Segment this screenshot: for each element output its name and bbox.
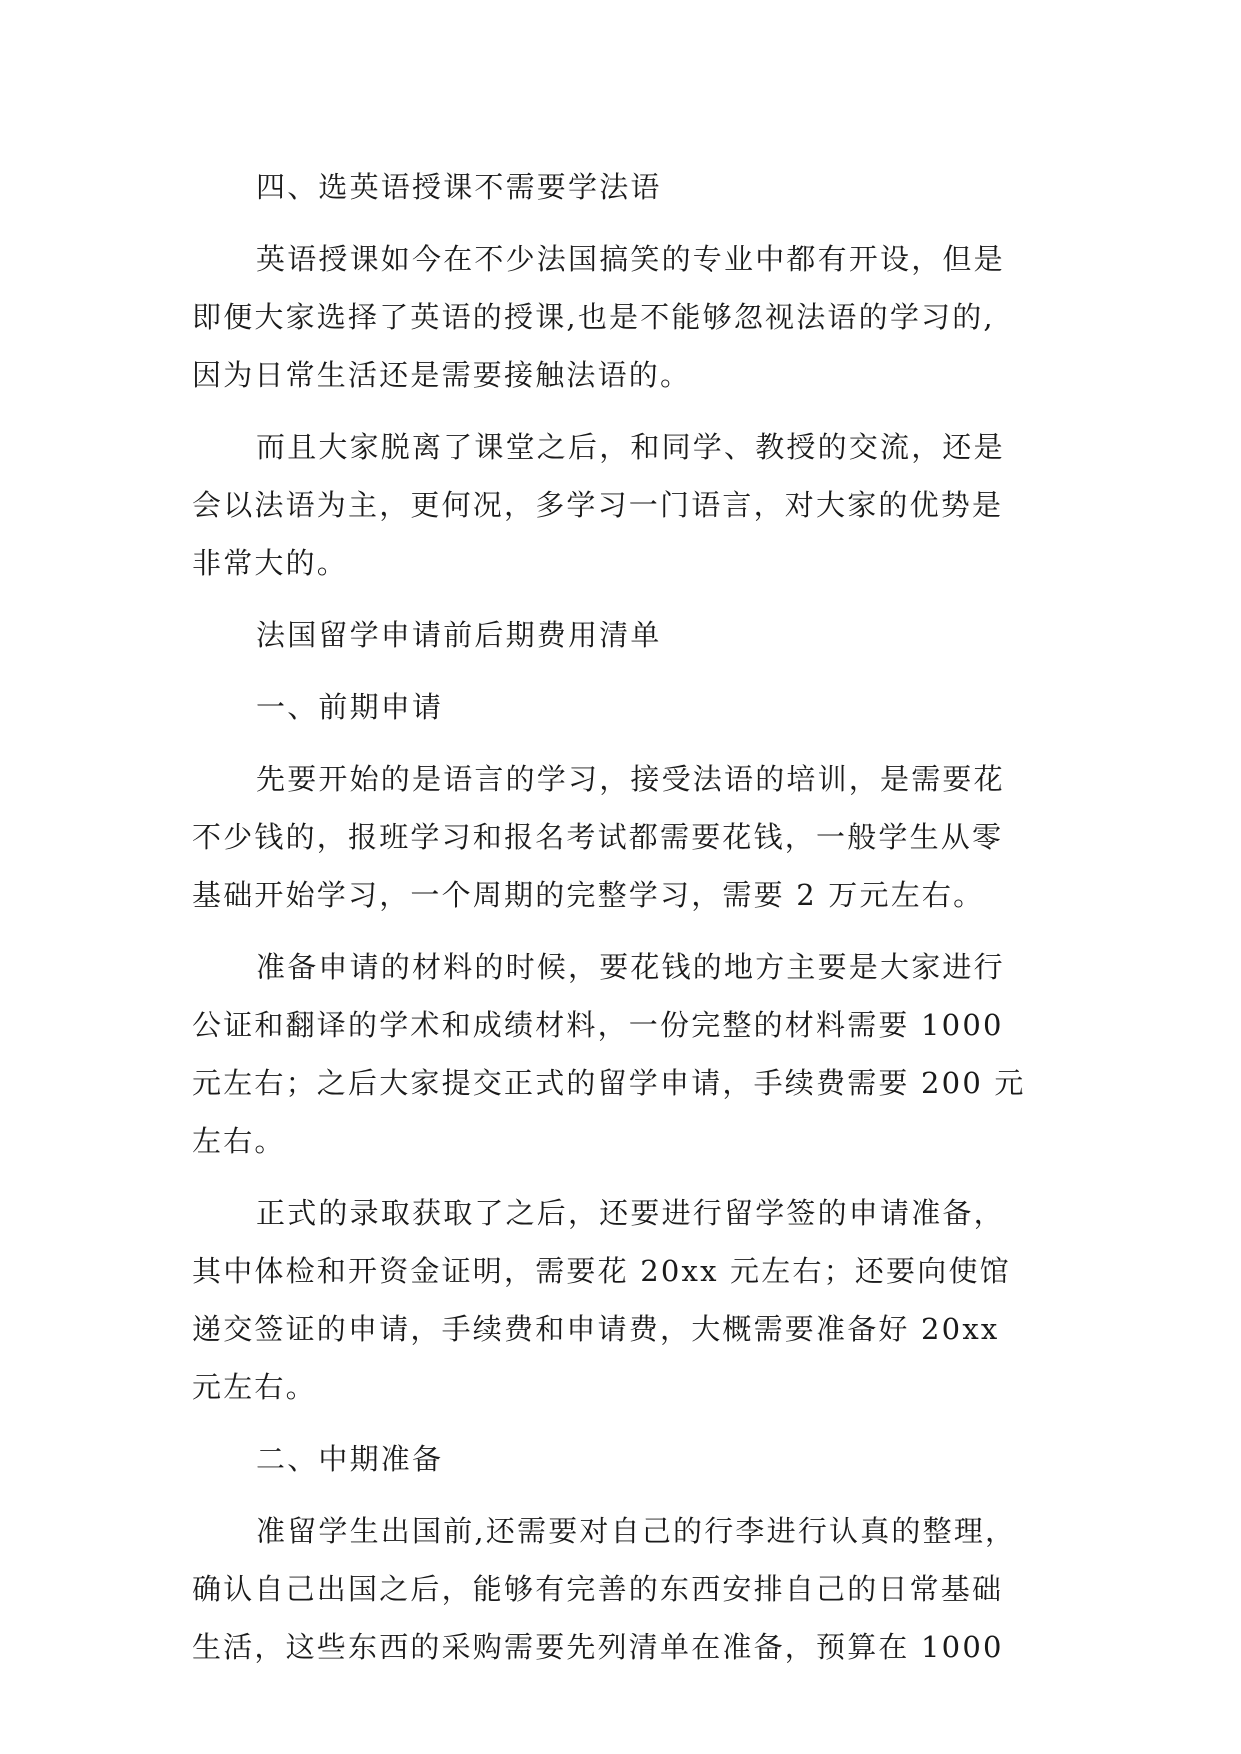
paragraph-line: 元左右；之后大家提交正式的留学申请，手续费需要 200 元 (192, 1066, 1026, 1100)
document-body (192, 158, 1092, 1676)
paragraph-line: 准留学生出国前,还需要对自己的行李进行认真的整理， (256, 1514, 1017, 1548)
section-heading-early-application: 一、前期申请 (256, 690, 444, 724)
section-heading-mid-preparation: 二、中期准备 (256, 1442, 444, 1476)
section-heading-english-instruction: 四、选英语授课不需要学法语 (256, 170, 662, 204)
paragraph-line: 非常大的。 (192, 546, 349, 580)
paragraph-line: 元左右。 (192, 1370, 317, 1404)
paragraph-line: 因为日常生活还是需要接触法语的。 (192, 358, 692, 392)
paragraph-line: 确认自己出国之后，能够有完善的东西安排自己的日常基础 (192, 1572, 1004, 1606)
paragraph-line: 公证和翻译的学术和成绩材料，一份完整的材料需要 1000 (192, 1008, 1004, 1042)
paragraph-line: 左右。 (192, 1124, 286, 1158)
paragraph-line: 先要开始的是语言的学习，接受法语的培训，是需要花 (256, 762, 1005, 796)
paragraph-line: 基础开始学习，一个周期的完整学习，需要 2 万元左右。 (192, 878, 985, 912)
paragraph-line: 其中体检和开资金证明，需要花 20xx 元左右；还要向使馆 (192, 1254, 1011, 1288)
paragraph-line: 正式的录取获取了之后，还要进行留学签的申请准备， (256, 1196, 1005, 1230)
paragraph-line: 递交签证的申请，手续费和申请费，大概需要准备好 20xx (192, 1312, 1000, 1346)
paragraph-line: 准备申请的材料的时候，要花钱的地方主要是大家进行 (256, 950, 1005, 984)
paragraph-line: 不少钱的，报班学习和报名考试都需要花钱，一般学生从零 (192, 820, 1004, 854)
paragraph-line: 英语授课如今在不少法国搞笑的专业中都有开设，但是 (256, 242, 1005, 276)
paragraph-line: 即便大家选择了英语的授课,也是不能够忽视法语的学习的, (192, 300, 995, 334)
paragraph-line: 生活，这些东西的采购需要先列清单在准备，预算在 1000 (192, 1630, 1004, 1664)
paragraph-line: 会以法语为主，更何况，多学习一门语言，对大家的优势是 (192, 488, 1004, 522)
section-title-cost-list: 法国留学申请前后期费用清单 (256, 618, 662, 652)
paragraph-line: 而且大家脱离了课堂之后，和同学、教授的交流，还是 (256, 430, 1005, 464)
